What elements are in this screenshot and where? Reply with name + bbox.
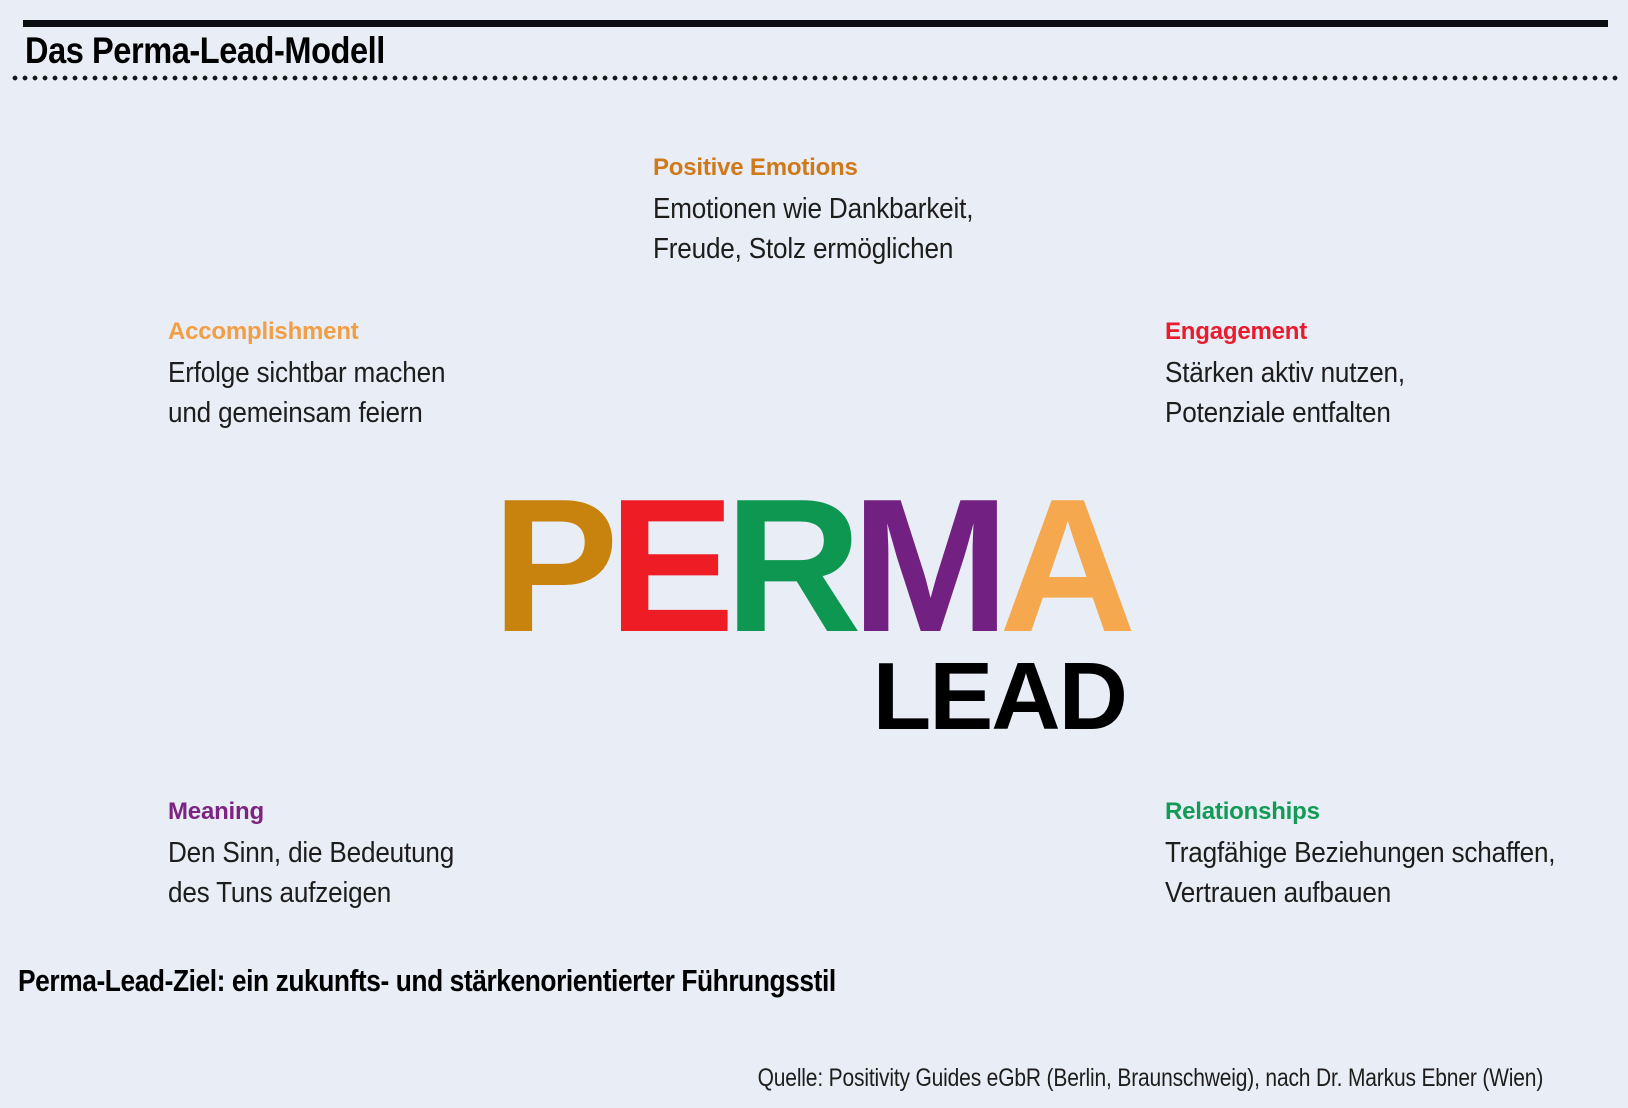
section-positive-emotions [653,153,1009,269]
source-credit: Quelle: Positivity Guides eGbR (Berlin, Braunschweig), nach Dr. Markus Ebner (Wien) [757,1064,1543,1092]
logo-letter-a: A [999,460,1126,672]
logo-letter-e: E [608,460,725,672]
section-line: und gemeinsam feiern [168,397,423,429]
logo-letter-m: M [851,460,1000,672]
logo-letter-r: R [724,460,852,672]
section-title: Engagement [1165,318,1308,345]
section-accomplishment [168,317,476,433]
section-title: Accomplishment [168,318,359,345]
section-meaning [168,797,486,913]
section-line: Den Sinn, die Bedeutung [168,837,455,869]
section-relationships [1165,797,1599,913]
section-line: Stärken aktiv nutzen, [1165,357,1405,389]
section-line: Potenziale entfalten [1165,397,1391,429]
section-engagement [1165,317,1432,433]
section-line: Freude, Stolz ermöglichen [653,233,954,265]
goal-statement: Perma-Lead-Ziel: ein zukunfts- und stärkenorientierter Führungsstil [18,963,836,998]
section-line: Emotionen wie Dankbarkeit, [653,193,974,225]
section-title: Meaning [168,798,264,825]
top-rule [23,20,1608,27]
section-line: Vertrauen aufbauen [1165,877,1392,909]
perma-lead-logo [492,460,1126,750]
page-title: Das Perma-Lead-Modell [25,30,385,71]
section-line: Erfolge sichtbar machen [168,357,446,389]
section-title: Positive Emotions [653,154,858,181]
section-line: Tragfähige Beziehungen schaffen, [1165,837,1556,869]
logo-letter-p: P [492,460,609,672]
logo-lead-word: LEAD [872,643,1126,750]
logo-perma-word [492,460,1126,672]
section-line: des Tuns aufzeigen [168,877,392,909]
section-title: Relationships [1165,798,1320,825]
dotted-rule [10,72,1622,84]
